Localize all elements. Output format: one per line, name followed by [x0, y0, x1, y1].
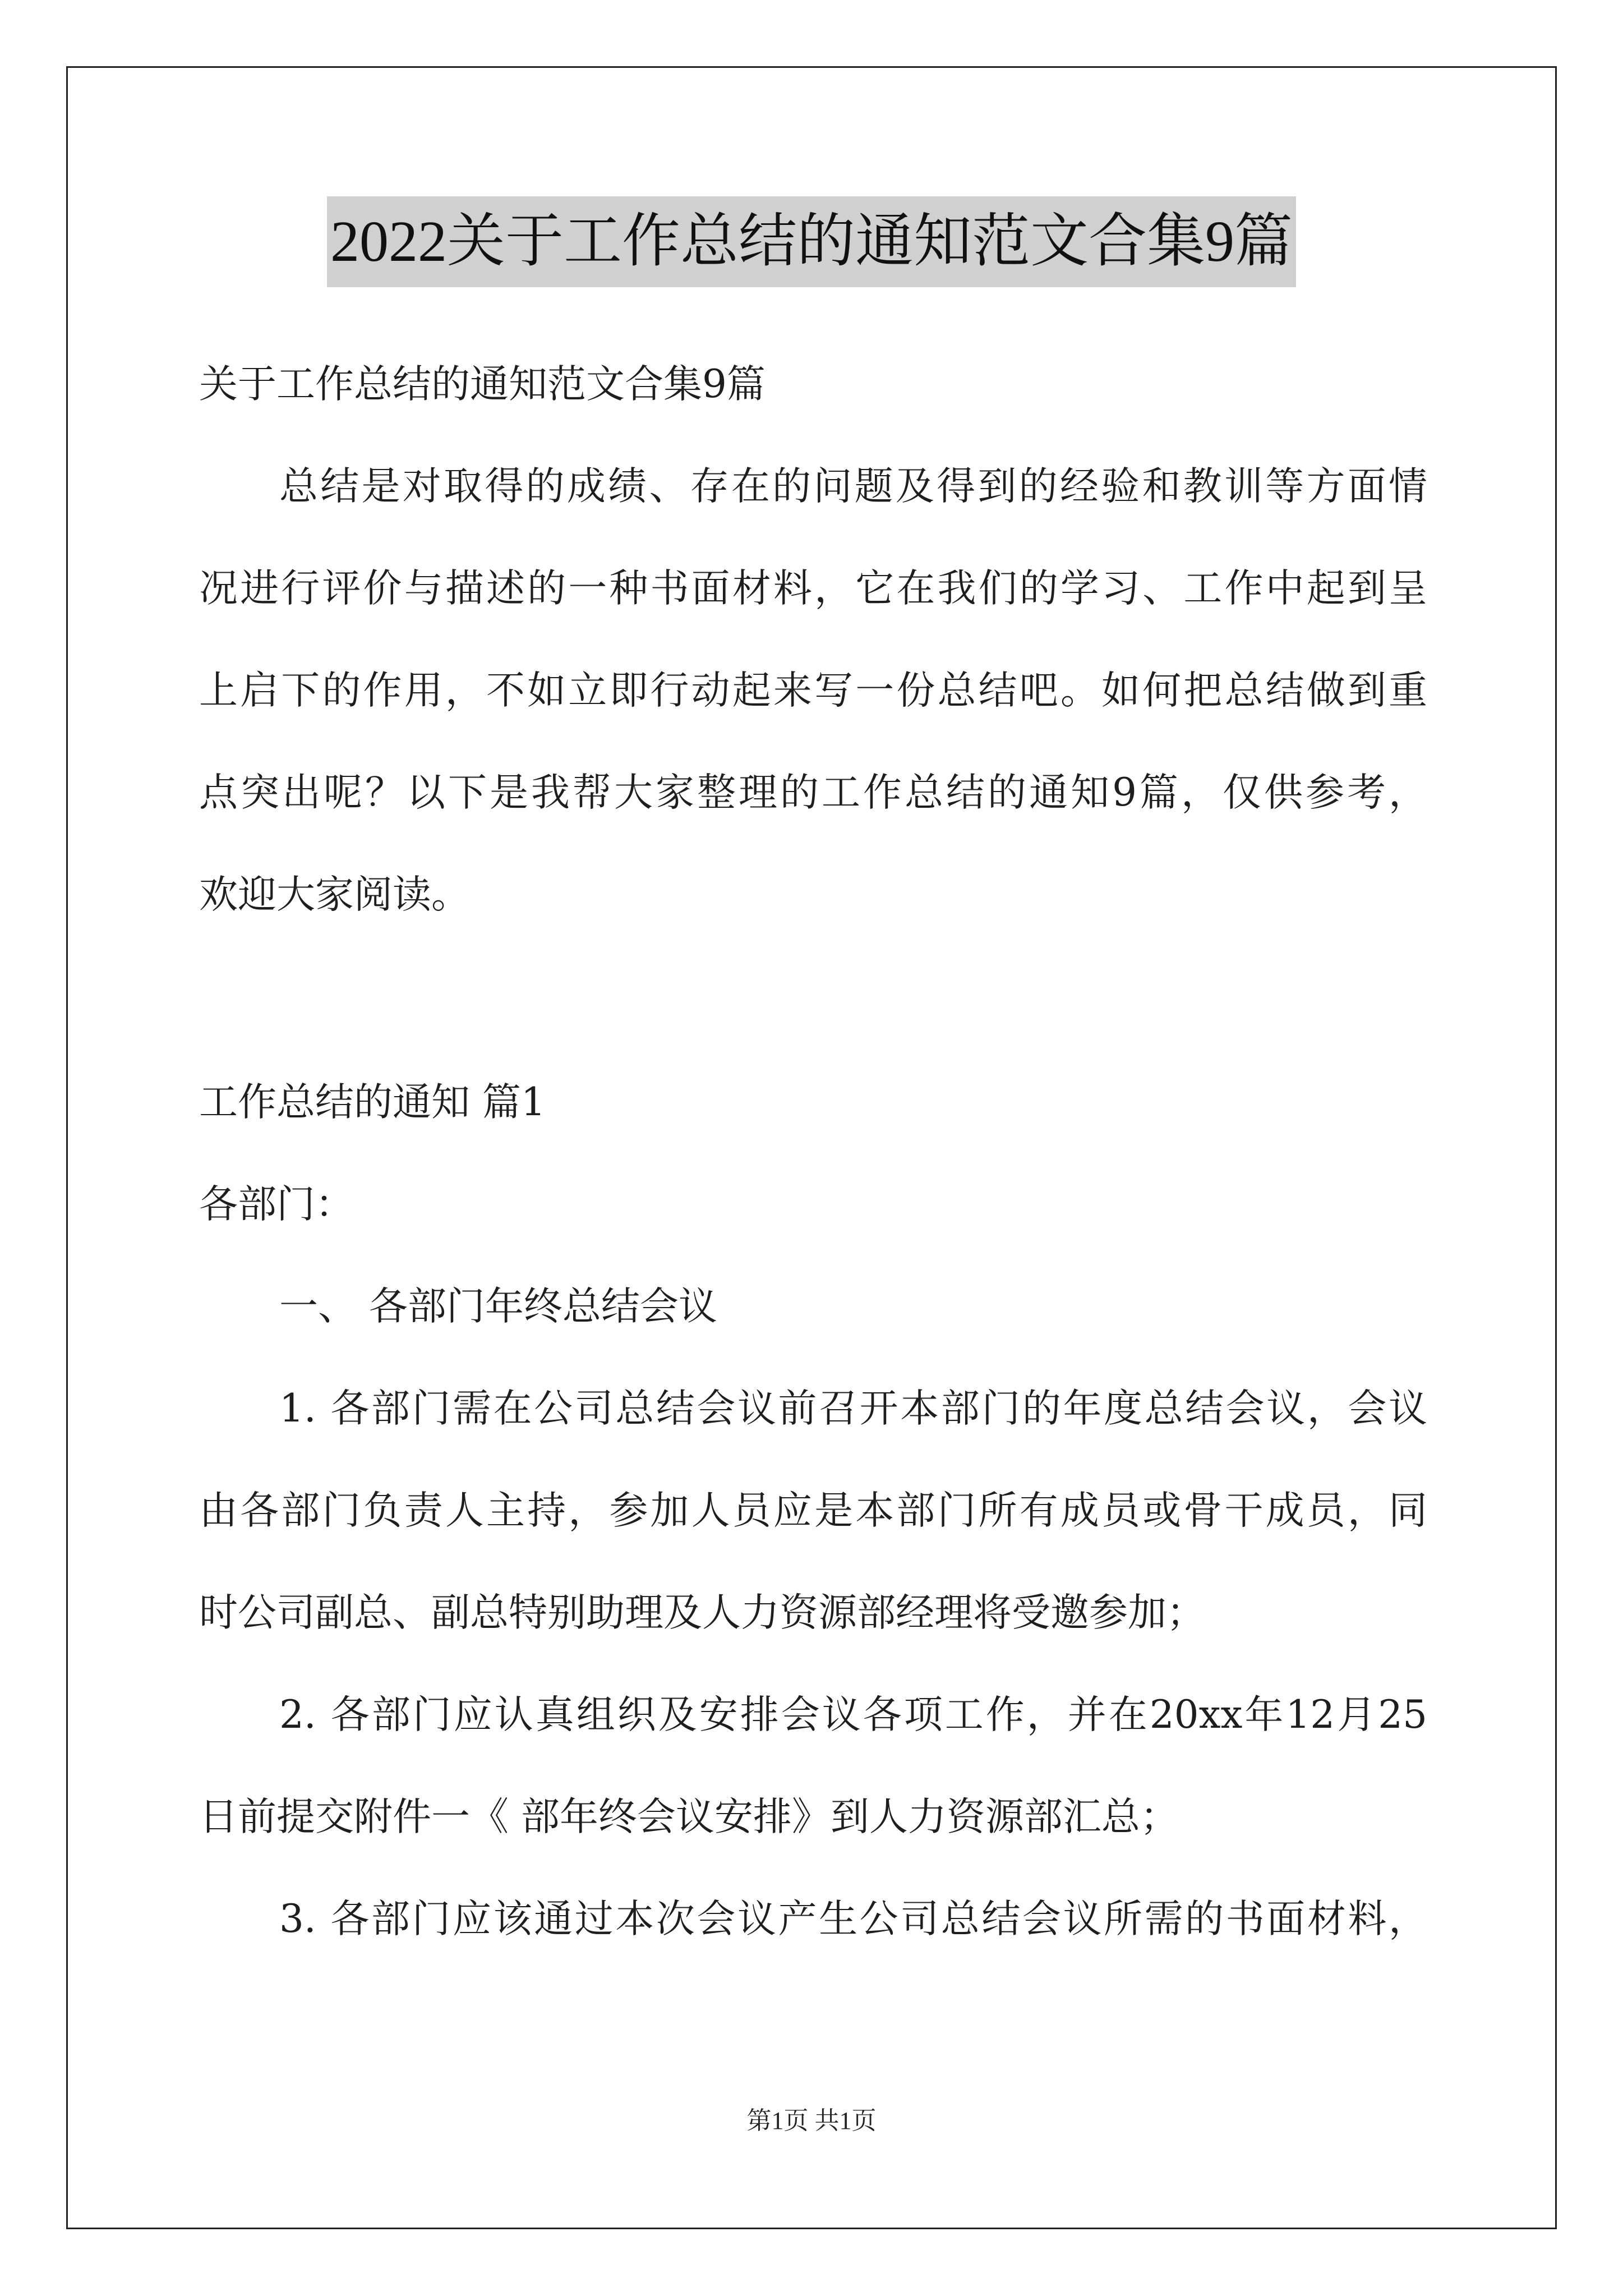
page-footer: 第1页 共1页: [746, 2107, 877, 2134]
item1-line: 时公司副总、副总特别助理及人力资源部经理将受邀参加；: [199, 1590, 1205, 1635]
section-heading: 工作总结的通知 篇1: [199, 1080, 546, 1125]
item3-line: 3. 各部门应该通过本次会议产生公司总结会议所需的书面材料，: [279, 1897, 1427, 1941]
intro-line: 况进行评价与描述的一种书面材料，它在我们的学习、工作中起到呈: [199, 566, 1427, 611]
document-title: 2022关于工作总结的通知范文合集9篇: [327, 196, 1296, 287]
item-heading: 一、 各部门年终总结会议: [279, 1284, 717, 1329]
intro-line: 欢迎大家阅读。: [199, 872, 470, 917]
item1-line: 1. 各部门需在公司总结会议前召开本部门的年度总结会议，会议: [279, 1386, 1427, 1431]
item2-line: 2. 各部门应认真组织及安排会议各项工作，并在20xx年12月25: [279, 1692, 1427, 1737]
intro-line: 总结是对取得的成绩、存在的问题及得到的经验和教训等方面情: [279, 464, 1427, 509]
item1-line: 由各部门负责人主持，参加人员应是本部门所有成员或骨干成员，同: [199, 1488, 1427, 1533]
item2-line: 日前提交附件一《 部年终会议安排》到人力资源部汇总；: [199, 1795, 1179, 1839]
document-subtitle: 关于工作总结的通知范文合集9篇: [199, 362, 766, 407]
intro-line: 上启下的作用，不如立即行动起来写一份总结吧。如何把总结做到重: [199, 668, 1427, 713]
salutation: 各部门：: [199, 1182, 354, 1227]
intro-line: 点突出呢？以下是我帮大家整理的工作总结的通知9篇，仅供参考，: [199, 770, 1427, 815]
title-container: [0, 196, 1623, 287]
